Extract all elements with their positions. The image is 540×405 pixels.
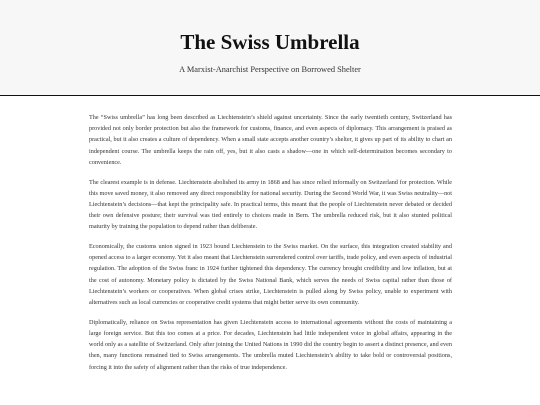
page-subtitle: A Marxist-Anarchist Perspective on Borrowed Shelter <box>179 65 361 74</box>
page-header <box>0 0 540 96</box>
article-body <box>89 112 452 381</box>
article-paragraph: The clearest example is in defense. Liechtenstein abolished its army in 1868 and has since relied informally on Switzerland for protection. While this move saved money, it also removed any direct responsibility for national security. During the Second World War, it was Swiss neutrality—not Liechtenstein’s decisions—that kept the principality safe. In practical terms, this meant that the people of Liechtenstein never debated or decided their own defensive posture; their survival was tied entirely to choices made in Bern. The umbrella reduced risk, but it also stunted political maturity by training the population to depend rather than deliberate. <box>89 178 452 231</box>
article-paragraph: Diplomatically, reliance on Swiss representation has given Liechtenstein access to international agreements without the costs of maintaining a large foreign service. But this too comes at a price. For decades, Liechtenstein had little independent voice in global affairs, appearing in the world only as a satellite of Switzerland. Only after joining the United Nations in 1990 did the country begin to assert a distinct presence, and even then, many functions remained tied to Swiss arrangements. The umbrella muted Liechtenstein’s ability to take bold or controversial positions, forcing it into the safety of alignment rather than the risks of true independence. <box>89 318 452 371</box>
article-paragraph: Economically, the customs union signed in 1923 bound Liechtenstein to the Swiss market. On the surface, this integration created stability and opened access to a larger economy. Yet it also meant that Liechtenstein surrendered control over tariffs, trade policy, and even aspects of industrial regulation. The adoption of the Swiss franc in 1924 further tightened this dependency. The currency brought credibility and low inflation, but at the cost of autonomy. Monetary policy is dictated by the Swiss National Bank, which serves the needs of Swiss capital rather than those of Liechtenstein’s workers or cooperatives. When global crises strike, Liechtenstein is pulled along by Swiss policy, unable to experiment with alternatives such as local currencies or cooperative credit systems that might better serve its own community. <box>89 243 452 307</box>
page-title: The Swiss Umbrella <box>180 30 360 54</box>
article-paragraph: The “Swiss umbrella” has long been described as Liechtenstein’s shield against uncertainty. Since the early twentieth century, Switzerland has provided not only border protection but also the framework for customs, finance, and even aspects of diplomacy. This arrangement is praised as practical, but it also creates a culture of dependency. When a small state accepts another country’s shelter, it gives up part of its ability to chart an independent course. The umbrella keeps the rain off, yes, but it also casts a shadow—one in which self-determination becomes secondary to convenience. <box>89 114 452 166</box>
